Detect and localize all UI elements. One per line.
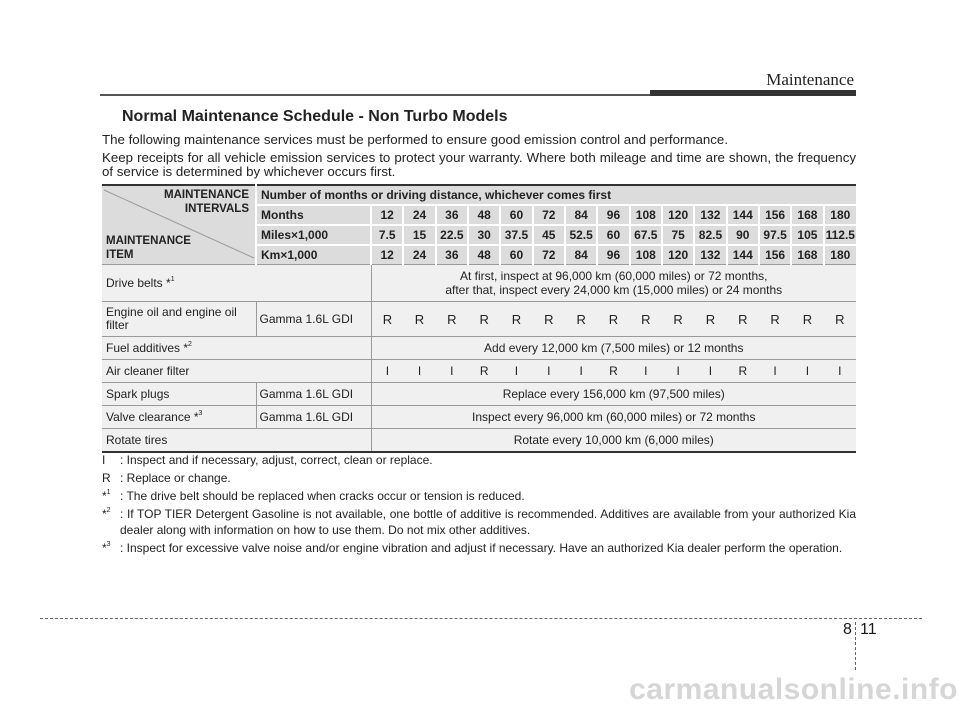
table-corner-header (102, 185, 256, 265)
interval-value: 132 (694, 245, 726, 265)
interval-value: 48 (468, 205, 500, 225)
interval-value: 90 (727, 225, 759, 245)
schedule-cell: R (630, 302, 662, 337)
interval-value: 67.5 (630, 225, 662, 245)
page-section-number: 8 (843, 621, 852, 638)
table-header-row (102, 185, 856, 205)
interval-value: 24 (403, 245, 435, 265)
interval-value: 120 (662, 205, 694, 225)
interval-text: At first, inspect at 96,000 km (60,000 miles) or 72 months, after that, inspect every 24,000 km (15,000 miles) or 24 months (371, 265, 856, 302)
interval-value: 144 (727, 205, 759, 225)
interval-value: 84 (565, 205, 597, 225)
schedule-cell: I (533, 360, 565, 383)
interval-text: Rotate every 10,000 km (6,000 miles) (371, 429, 856, 453)
interval-value: 36 (436, 205, 468, 225)
schedule-cell: R (436, 302, 468, 337)
schedule-cell: R (468, 302, 500, 337)
interval-text: Inspect every 96,000 km (60,000 miles) or 72 months (371, 406, 856, 429)
interval-value: 60 (500, 245, 532, 265)
schedule-cell: I (565, 360, 597, 383)
interval-value: 12 (371, 245, 403, 265)
item-name: Engine oil and engine oil filter (102, 302, 256, 337)
schedule-cell: R (597, 302, 629, 337)
item-name: Air cleaner filter (102, 360, 371, 383)
schedule-cell: R (403, 302, 435, 337)
interval-value: 24 (403, 205, 435, 225)
schedule-cell: I (662, 360, 694, 383)
row-valve-clearance (102, 406, 856, 429)
corner-item-label: MAINTENANCE ITEM (106, 235, 191, 261)
intro-paragraph: The following maintenance services must be performed to ensure good emission control and performance. (102, 132, 729, 147)
interval-value: 112.5 (824, 225, 856, 245)
engine-type: Gamma 1.6L GDI (256, 302, 371, 337)
interval-value: 72 (533, 245, 565, 265)
schedule-cell: I (403, 360, 435, 383)
interval-value: 97.5 (759, 225, 791, 245)
schedule-cell: I (759, 360, 791, 383)
interval-value: 132 (694, 205, 726, 225)
page-number-divider (855, 622, 856, 670)
header-rule (100, 94, 650, 96)
schedule-cell: I (371, 360, 403, 383)
item-name: Valve clearance *$^3$ (102, 406, 256, 429)
legend-notes (102, 452, 856, 558)
interval-value: 156 (759, 205, 791, 225)
schedule-cell: I (791, 360, 823, 383)
top-header: Number of months or driving distance, whichever comes first (256, 185, 856, 205)
schedule-cell: I (824, 360, 856, 383)
page-number: 11 (860, 621, 877, 638)
header-title: Maintenance (766, 70, 854, 89)
engine-type: Gamma 1.6L GDI (256, 383, 371, 406)
interval-label: Miles×1,000 (256, 225, 371, 245)
interval-value: 60 (597, 225, 629, 245)
interval-value: 45 (533, 225, 565, 245)
interval-value: 156 (759, 245, 791, 265)
header-rule-bar (650, 90, 856, 96)
legend-note: *$^2$ : If TOP TIER Detergent Gasoline is not available, one bottle of additive is recommended. Additives are available from your authorized Kia dealer along with information on how to use them. Do not mix other additives. (102, 507, 856, 537)
interval-value: 180 (824, 205, 856, 225)
item-name: Rotate tires (102, 429, 371, 453)
legend-note: *$^1$ : The drive belt should be replaced when cracks occur or tension is reduced. (102, 489, 525, 503)
interval-value: 168 (791, 245, 823, 265)
interval-value: 180 (824, 245, 856, 265)
schedule-cell: I (694, 360, 726, 383)
row-rotate-tires (102, 429, 856, 453)
intro-paragraph: Keep receipts for all vehicle emission services to protect your warranty. Where both mileage and time are shown, the frequency of service is determined by whichever occurs first. (102, 150, 856, 179)
interval-value: 105 (791, 225, 823, 245)
interval-value: 7.5 (371, 225, 403, 245)
item-name: Drive belts *$^1$ (102, 265, 371, 302)
engine-type: Gamma 1.6L GDI (256, 406, 371, 429)
interval-value: 12 (371, 205, 403, 225)
schedule-cell: R (824, 302, 856, 337)
schedule-cell: R (500, 302, 532, 337)
schedule-cell: R (727, 302, 759, 337)
interval-value: 30 (468, 225, 500, 245)
row-fuel-additives (102, 337, 856, 360)
schedule-cell: R (727, 360, 759, 383)
interval-text: Add every 12,000 km (7,500 miles) or 12 months (371, 337, 856, 360)
row-engine-oil (102, 302, 856, 337)
schedule-cell: I (500, 360, 532, 383)
interval-value: 96 (597, 205, 629, 225)
interval-value: 22.5 (436, 225, 468, 245)
watermark: carmanualsonline.info (629, 673, 958, 706)
schedule-cell: R (468, 360, 500, 383)
legend-note: *$^3$ : Inspect for excessive valve noise and/or engine vibration and adjust if necessary. Have an authorized Kia dealer perform the operation. (102, 541, 843, 555)
item-name: Fuel additives *$^2$ (102, 337, 371, 360)
row-spark-plugs (102, 383, 856, 406)
interval-value: 108 (630, 205, 662, 225)
schedule-cell: R (533, 302, 565, 337)
interval-value: 120 (662, 245, 694, 265)
row-drive-belts (102, 265, 856, 302)
interval-value: 48 (468, 245, 500, 265)
interval-value: 52.5 (565, 225, 597, 245)
schedule-cell: R (791, 302, 823, 337)
interval-text: Replace every 156,000 km (97,500 miles) (371, 383, 856, 406)
interval-value: 82.5 (694, 225, 726, 245)
section-title: Normal Maintenance Schedule - Non Turbo Models (122, 108, 508, 125)
schedule-cell: R (565, 302, 597, 337)
interval-value: 60 (500, 205, 532, 225)
maintenance-schedule-table (102, 184, 856, 453)
schedule-cell: R (597, 360, 629, 383)
interval-value: 36 (436, 245, 468, 265)
schedule-cell: R (694, 302, 726, 337)
interval-value: 37.5 (500, 225, 532, 245)
item-name: Spark plugs (102, 383, 256, 406)
schedule-cell: R (662, 302, 694, 337)
legend-note: I : Inspect and if necessary, adjust, correct, clean or replace. (102, 453, 433, 467)
interval-label: Km×1,000 (256, 245, 371, 265)
interval-value: 15 (403, 225, 435, 245)
corner-intervals-label: MAINTENANCE INTERVALS (164, 189, 249, 215)
interval-value: 72 (533, 205, 565, 225)
interval-label: Months (256, 205, 371, 225)
schedule-cell: I (630, 360, 662, 383)
row-air-cleaner (102, 360, 856, 383)
interval-value: 96 (597, 245, 629, 265)
interval-value: 168 (791, 205, 823, 225)
footer-rule (40, 618, 922, 619)
interval-value: 75 (662, 225, 694, 245)
schedule-cell: I (436, 360, 468, 383)
schedule-cell: R (371, 302, 403, 337)
schedule-cell: R (759, 302, 791, 337)
interval-value: 144 (727, 245, 759, 265)
interval-value: 84 (565, 245, 597, 265)
legend-note: R : Replace or change. (102, 471, 231, 485)
interval-value: 108 (630, 245, 662, 265)
